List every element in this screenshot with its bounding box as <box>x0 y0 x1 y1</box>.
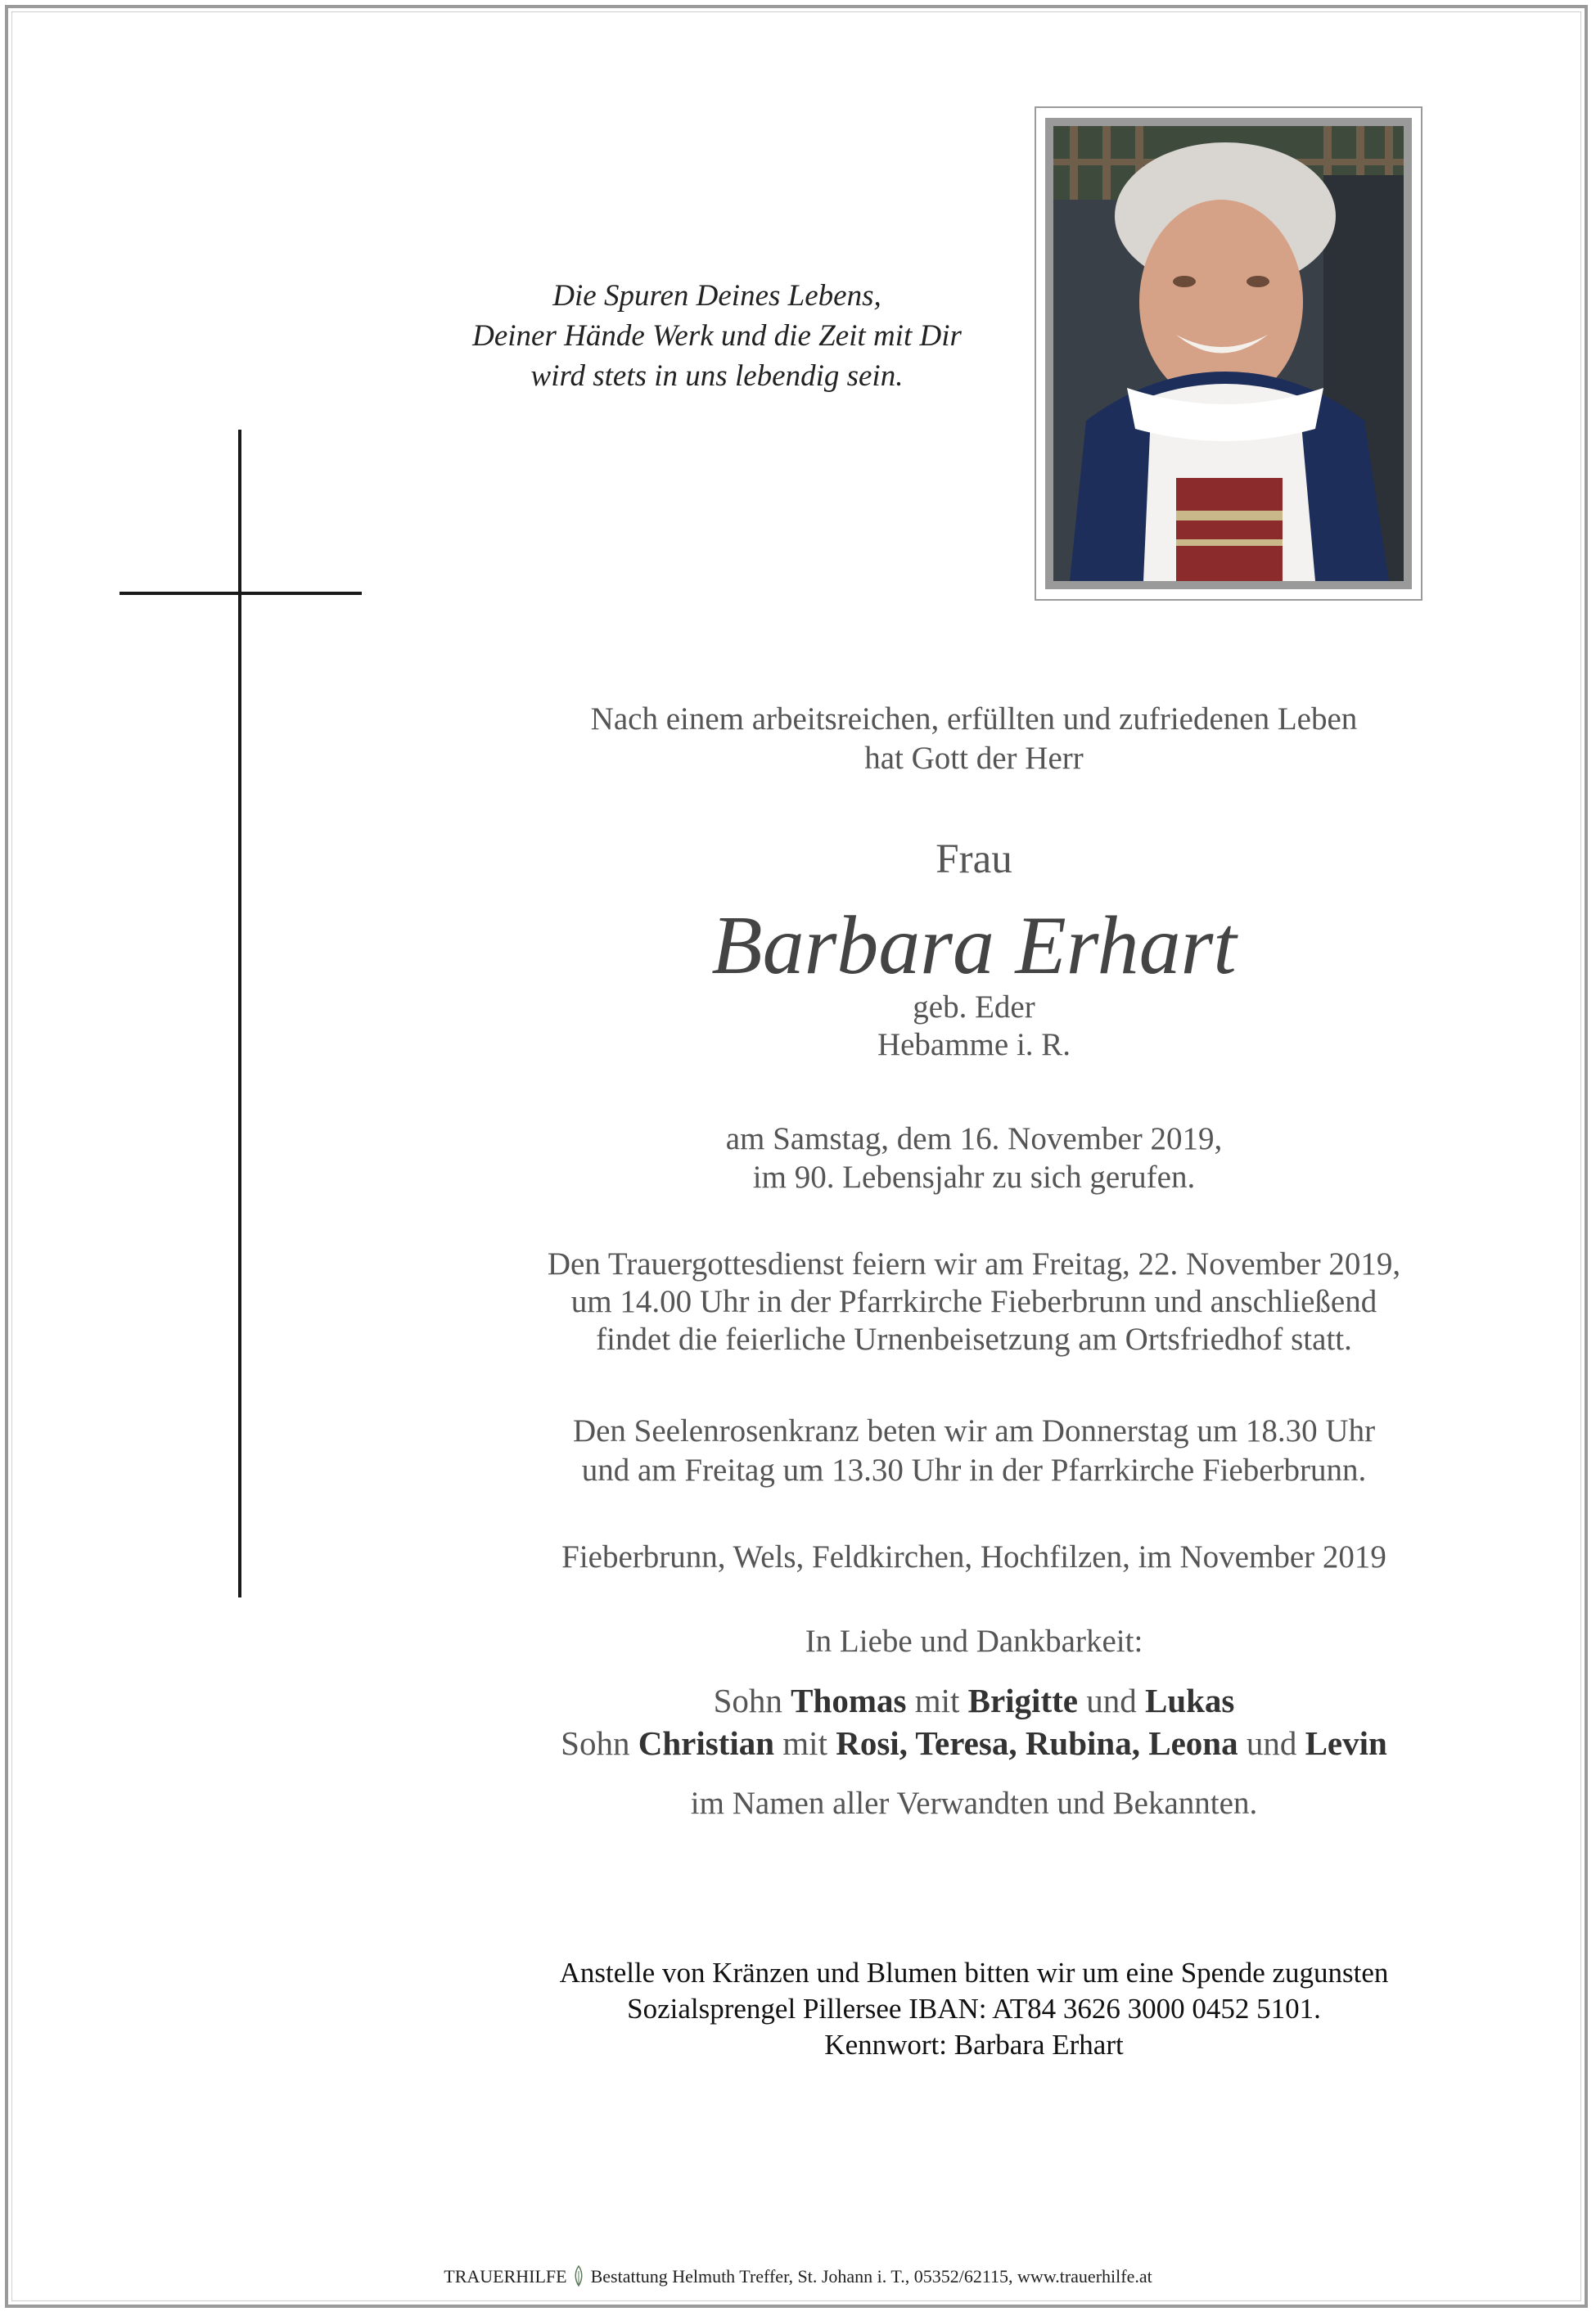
and-word: und <box>1086 1682 1137 1719</box>
quote-line: Die Spuren Deines Lebens, <box>552 279 881 313</box>
service-line: Den Trauergottesdienst feiern wir am Freitag, 22. November 2019, <box>547 1246 1401 1282</box>
profession: Hebamme i. R. <box>877 1027 1071 1062</box>
leaf-icon <box>571 2264 586 2287</box>
portrait-frame <box>1035 106 1422 601</box>
rosary-info <box>401 1412 1547 1490</box>
portrait-illustration <box>1053 126 1404 581</box>
donation-request <box>401 1955 1547 2063</box>
donation-line: Anstelle von Kränzen und Blumen bitten wir um eine Spende zugunsten <box>559 1957 1389 1989</box>
son-prefix: Sohn <box>561 1724 630 1762</box>
family-members: Rosi, Teresa, Rubina, Leona <box>836 1724 1238 1762</box>
family-list <box>401 1679 1547 1764</box>
memorial-quote <box>409 276 1025 396</box>
donation-line: Kennwort: Barbara Erhart <box>824 2029 1124 2061</box>
family-line-2 <box>401 1722 1547 1764</box>
intro-line: hat Gott der Herr <box>864 741 1084 776</box>
birth-name: geb. Eder <box>913 989 1035 1025</box>
all-relatives: im Namen aller Verwandten und Bekannten. <box>690 1786 1258 1821</box>
rosary-line: Den Seelenrosenkranz beten wir am Donnerstag um 18.30 Uhr <box>572 1413 1376 1449</box>
son-name: Thomas <box>791 1682 907 1719</box>
family-line-1 <box>401 1679 1547 1722</box>
portrait-mat <box>1045 118 1412 589</box>
with-word: mit <box>914 1682 960 1719</box>
footer-brand: TRAUERHILFE <box>444 2266 567 2287</box>
cross-vertical-bar <box>238 430 241 1597</box>
partner-name: Brigitte <box>967 1682 1078 1719</box>
rosary-line: und am Freitag um 13.30 Uhr in der Pfarrkirche Fieberbrunn. <box>581 1453 1367 1488</box>
and-word: und <box>1246 1724 1297 1762</box>
death-date <box>401 1120 1547 1196</box>
quote-line: Deiner Hände Werk und die Zeit mit Dir <box>472 319 962 353</box>
funeral-service <box>401 1246 1547 1359</box>
birth-and-profession <box>401 989 1547 1064</box>
son-name: Christian <box>638 1724 775 1762</box>
cross-horizontal-bar <box>119 592 362 595</box>
salutation: Frau <box>936 836 1012 882</box>
service-line: findet die feierliche Urnenbeisetzung am Ortsfriedhof statt. <box>596 1322 1352 1357</box>
love-and-gratitude: In Liebe und Dankbarkeit: <box>805 1624 1143 1659</box>
child-name: Lukas <box>1144 1682 1235 1719</box>
service-line: um 14.00 Uhr in der Pfarrkirche Fieberbrunn und anschließend <box>570 1284 1377 1319</box>
son-prefix: Sohn <box>713 1682 782 1719</box>
quote-line: wird stets in uns lebendig sein. <box>530 359 904 393</box>
date-line: am Samstag, dem 16. November 2019, <box>725 1121 1223 1156</box>
intro-line: Nach einem arbeitsreichen, erfüllten und zufriedenen Leben <box>590 701 1358 737</box>
last-member: Levin <box>1305 1724 1387 1762</box>
footer <box>0 2264 1596 2288</box>
with-word: mit <box>782 1724 827 1762</box>
deceased-name: Barbara Erhart <box>711 899 1237 992</box>
portrait-photo <box>1053 126 1404 581</box>
footer-text: Bestattung Helmuth Treffer, St. Johann i. T., 05352/62115, www.trauerhilfe.at <box>590 2266 1152 2287</box>
places-and-date: Fieberbrunn, Wels, Feldkirchen, Hochfilzen, im November 2019 <box>561 1539 1386 1575</box>
intro-text <box>401 700 1547 778</box>
date-line: im 90. Lebensjahr zu sich gerufen. <box>752 1160 1196 1195</box>
donation-line: Sozialsprengel Pillersee IBAN: AT84 3626 3000 0452 5101. <box>627 1993 1321 2025</box>
